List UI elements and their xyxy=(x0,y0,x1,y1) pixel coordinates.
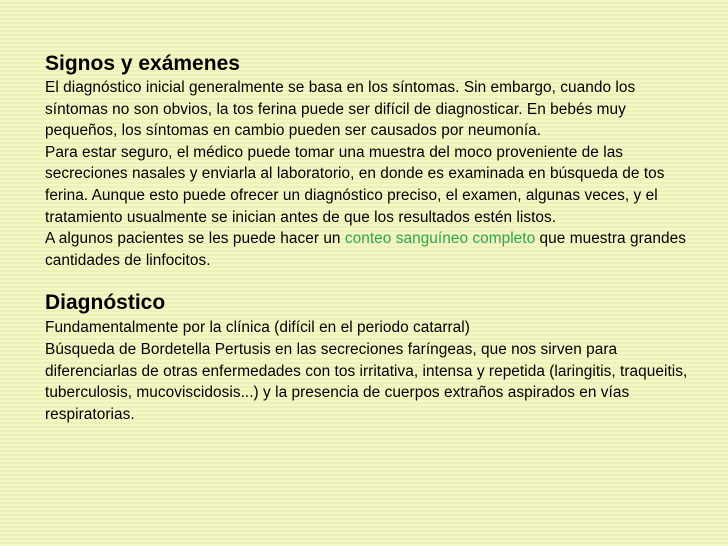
paragraph-clinica: Fundamentalmente por la clínica (difícil en el periodo catarral) xyxy=(45,319,470,337)
section-heading-signos: Signos y exámenes xyxy=(45,52,240,75)
paragraph-conteo xyxy=(45,228,695,271)
paragraph-diagnostico-inicial: El diagnóstico inicial generalmente se basa en los síntomas. Sin embargo, cuando los síntomas no son obvios, la tos ferina puede ser difícil de diagnosticar. En bebés muy pequeños, los síntomas en cambio pueden ser causados por neumonía. xyxy=(45,79,636,140)
section-spacer xyxy=(45,271,695,290)
paragraph-bordetella: Búsqueda de Bordetella Pertusis en las secreciones faríngeas, que nos sirven para diferenciarlas de otras enfermedades con tos irritativa, intensa y repetida (laringitis, traqueitis, tuberculosis, mucoviscidosis...) y la presencia de cuerpos extraños aspirados en vías respiratorias. xyxy=(45,340,688,423)
slide-content xyxy=(45,51,695,425)
paragraph-muestra-moco: Para estar seguro, el médico puede tomar una muestra del moco proveniente de las secreciones nasales y enviarla al laboratorio, en donde es examinada en búsqueda de tos ferina. Aunque esto puede ofrecer un diagnóstico preciso, el examen, algunas veces, y el tratamiento usualmente se inician antes de que los resultados estén listos. xyxy=(45,143,665,226)
section-heading-diagnostico: Diagnóstico xyxy=(45,291,166,315)
paragraph-conteo-text-after: que muestra grandes cantidades de linfocitos. xyxy=(45,230,686,269)
conteo-sanguineo-link[interactable]: conteo sanguíneo completo xyxy=(344,230,536,248)
paragraph-conteo-text-before: A algunos pacientes se les puede hacer un xyxy=(45,230,345,248)
